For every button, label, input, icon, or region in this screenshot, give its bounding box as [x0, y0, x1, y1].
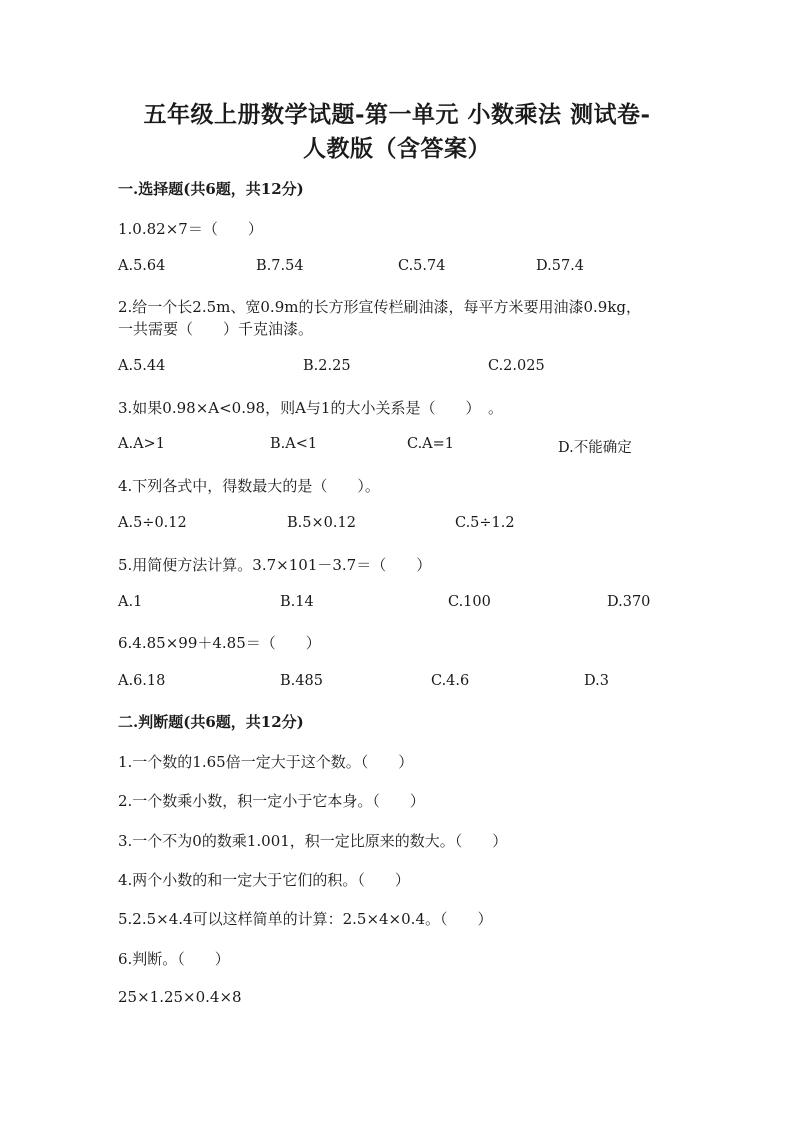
judge-question-3: 3.一个不为0的数乘1.001，积一定比原来的数大。（ ）	[118, 832, 508, 850]
question-5: 5.用简便方法计算。3.7×101－3.7＝（ ）	[118, 556, 432, 574]
judge-question-1: 1.一个数的1.65倍一定大于这个数。（ ）	[118, 753, 414, 771]
section1-heading: 一.选择题(共6题，共12分)	[118, 180, 304, 198]
question-2-line2: 一共需要（ ）千克油漆。	[118, 320, 314, 338]
q2-option-b: B.2.25	[303, 358, 351, 374]
judge-question-6-expression: 25×1.25×0.4×8	[118, 988, 242, 1006]
q1-option-c: C.5.74	[398, 258, 446, 274]
q3-option-c: C.A=1	[407, 436, 455, 452]
judge-question-4: 4.两个小数的和一定大于它们的积。（ ）	[118, 871, 410, 889]
q5-option-b: B.14	[280, 594, 314, 610]
q3-option-d: D.不能确定	[558, 440, 632, 456]
q5-option-d: D.370	[607, 594, 651, 610]
q3-option-b: B.A<1	[270, 436, 318, 452]
question-3: 3.如果0.98×A<0.98，则A与1的大小关系是（ ） 。	[118, 399, 503, 417]
question-1: 1.0.82×7＝（ ）	[118, 220, 263, 238]
q2-option-c: C.2.025	[488, 358, 545, 374]
q1-option-d: D.57.4	[536, 258, 585, 274]
title-line1: 五年级上册数学试题-第一单元 小数乘法 测试卷-	[143, 101, 651, 128]
q6-option-d: D.3	[584, 673, 609, 689]
q6-option-c: C.4.6	[431, 673, 470, 689]
judge-question-6: 6.判断。（ ）	[118, 950, 230, 968]
q1-option-a: A.5.64	[118, 258, 166, 274]
judge-question-5: 5.2.5×4.4可以这样简单的计算：2.5×4×0.4。（ ）	[118, 910, 493, 928]
question-6: 6.4.85×99＋4.85＝（ ）	[118, 634, 321, 652]
q3-option-a: A.A>1	[118, 436, 165, 452]
q4-option-b: B.5×0.12	[287, 515, 356, 531]
q1-option-b: B.7.54	[256, 258, 304, 274]
title-line2: 人教版（含答案）	[303, 135, 491, 162]
q5-option-c: C.100	[448, 594, 491, 610]
section2-heading: 二.判断题(共6题，共12分)	[118, 713, 304, 731]
question-4: 4.下列各式中，得数最大的是（ ）。	[118, 477, 380, 495]
judge-question-2: 2.一个数乘小数，积一定小于它本身。（ ）	[118, 792, 425, 810]
q5-option-a: A.1	[118, 594, 143, 610]
q4-option-a: A.5÷0.12	[118, 515, 187, 531]
q6-option-a: A.6.18	[118, 673, 166, 689]
q6-option-b: B.485	[280, 673, 323, 689]
q4-option-c: C.5÷1.2	[455, 515, 515, 531]
question-2-line1: 2.给一个长2.5m、宽0.9m的长方形宣传栏刷油漆，每平方米要用油漆0.9kg，	[118, 298, 642, 316]
q2-option-a: A.5.44	[118, 358, 166, 374]
